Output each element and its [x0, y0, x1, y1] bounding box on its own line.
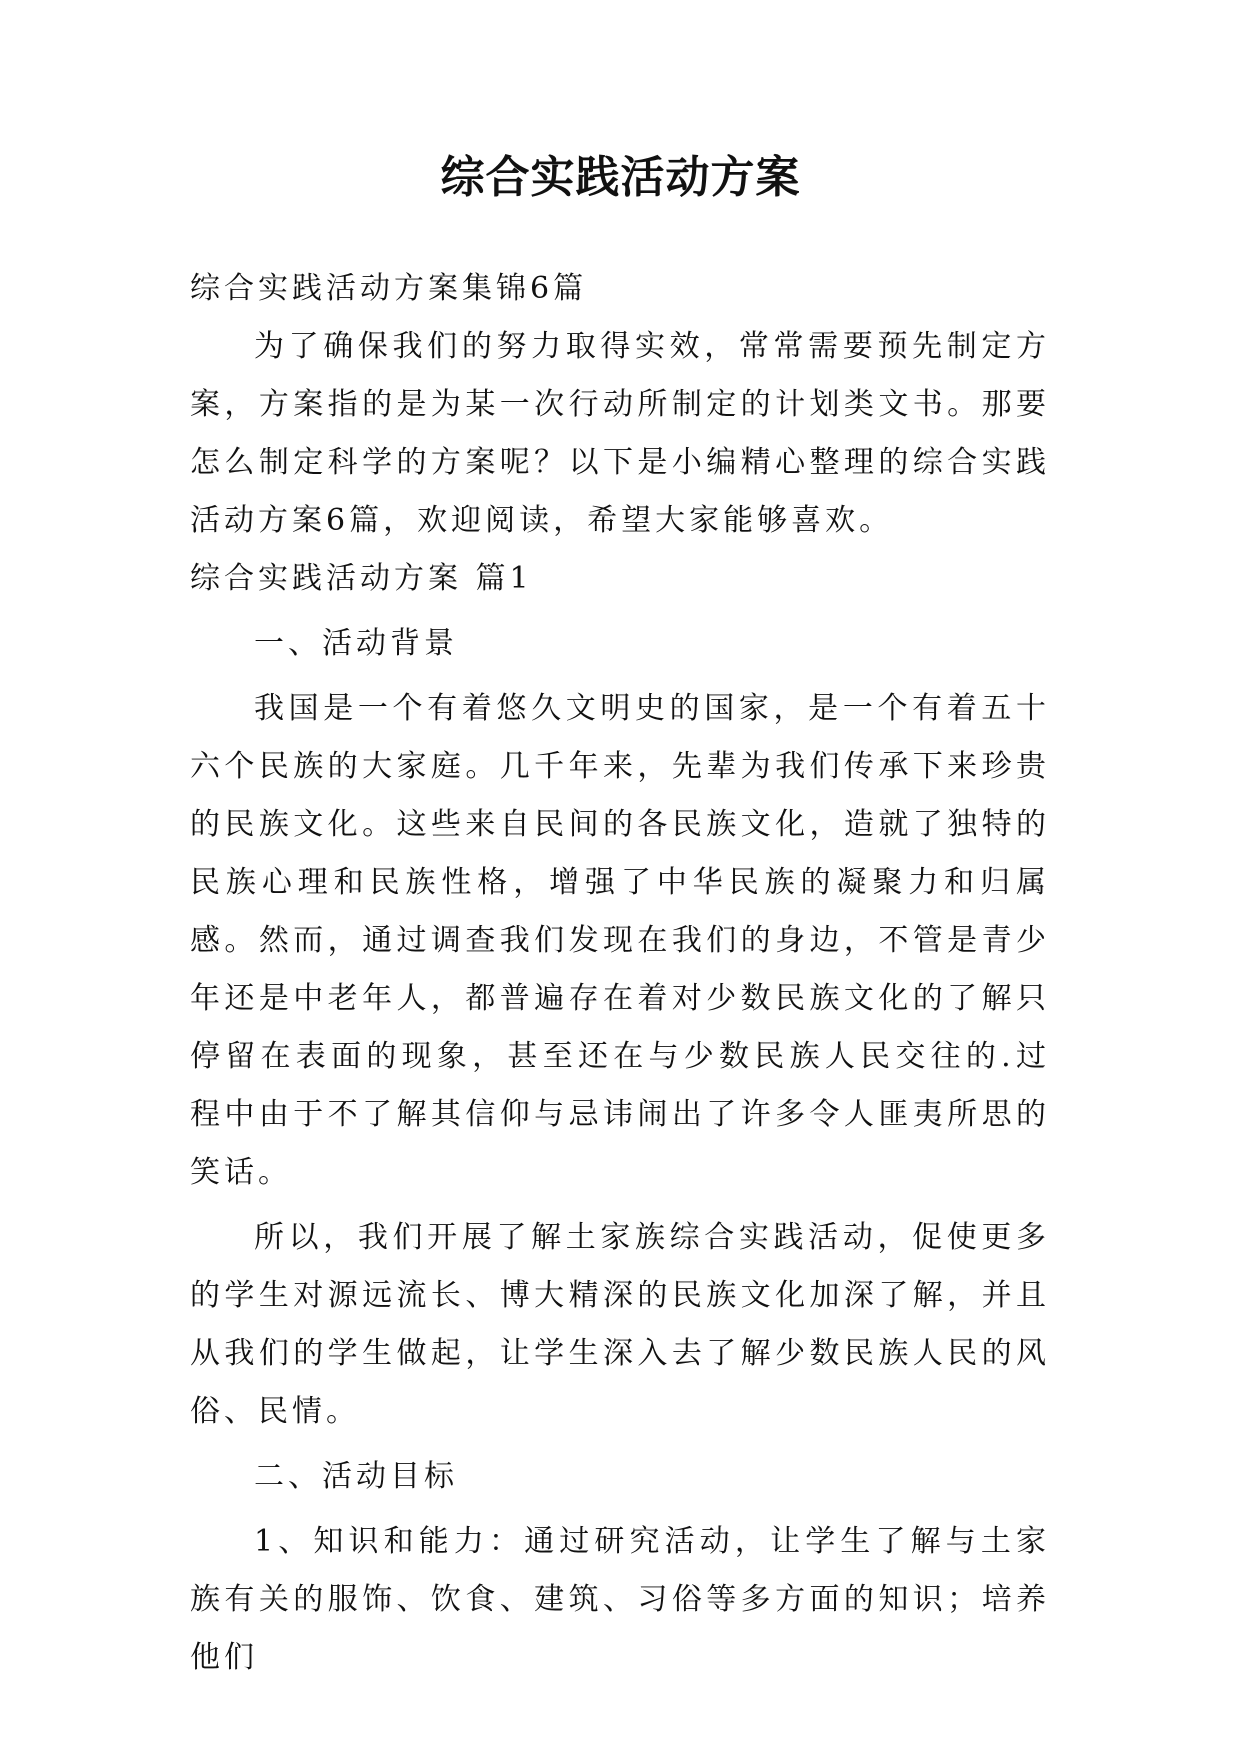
- background-heading: 一、活动背景: [254, 626, 458, 661]
- purpose-paragraph: 所以，我们开展了解土家族综合实践活动，促使更多的学生对源远流长、博大精深的民族文化加深了解，并且从我们的学生做起，让学生深入去了解少数民族人民的风俗、民情。: [190, 1220, 1050, 1429]
- document-body: [190, 260, 1050, 1687]
- intro-paragraph: 为了确保我们的努力取得实效，常常需要预先制定方案，方案指的是为某一次行动所制定的计划类文书。那要怎么制定科学的方案呢？以下是小编精心整理的综合实践活动方案6篇，欢迎阅读，希望大家能够喜欢。: [190, 329, 1050, 538]
- section-heading: 综合实践活动方案 篇1: [190, 561, 533, 596]
- objective-paragraph: 1、知识和能力：通过研究活动，让学生了解与土家族有关的服饰、饮食、建筑、习俗等多方面的知识；培养他们: [190, 1524, 1050, 1675]
- document-subtitle: 综合实践活动方案集锦6篇: [190, 271, 588, 306]
- background-paragraph: 我国是一个有着悠久文明史的国家，是一个有着五十六个民族的大家庭。几千年来，先辈为我们传承下来珍贵的民族文化。这些来自民间的各民族文化，造就了独特的民族心理和民族性格，增强了中华民族的凝聚力和归属感。然而，通过调查我们发现在我们的身边，不管是青少年还是中老年人，都普遍存在着对少数民族文化的了解只停留在表面的现象，甚至还在与少数民族人民交往的.过程中由于不了解其信仰与忌讳闹出了许多令人匪夷所思的笑话。: [190, 691, 1050, 1190]
- document-title: 综合实践活动方案: [440, 152, 801, 203]
- objectives-heading: 二、活动目标: [254, 1459, 458, 1494]
